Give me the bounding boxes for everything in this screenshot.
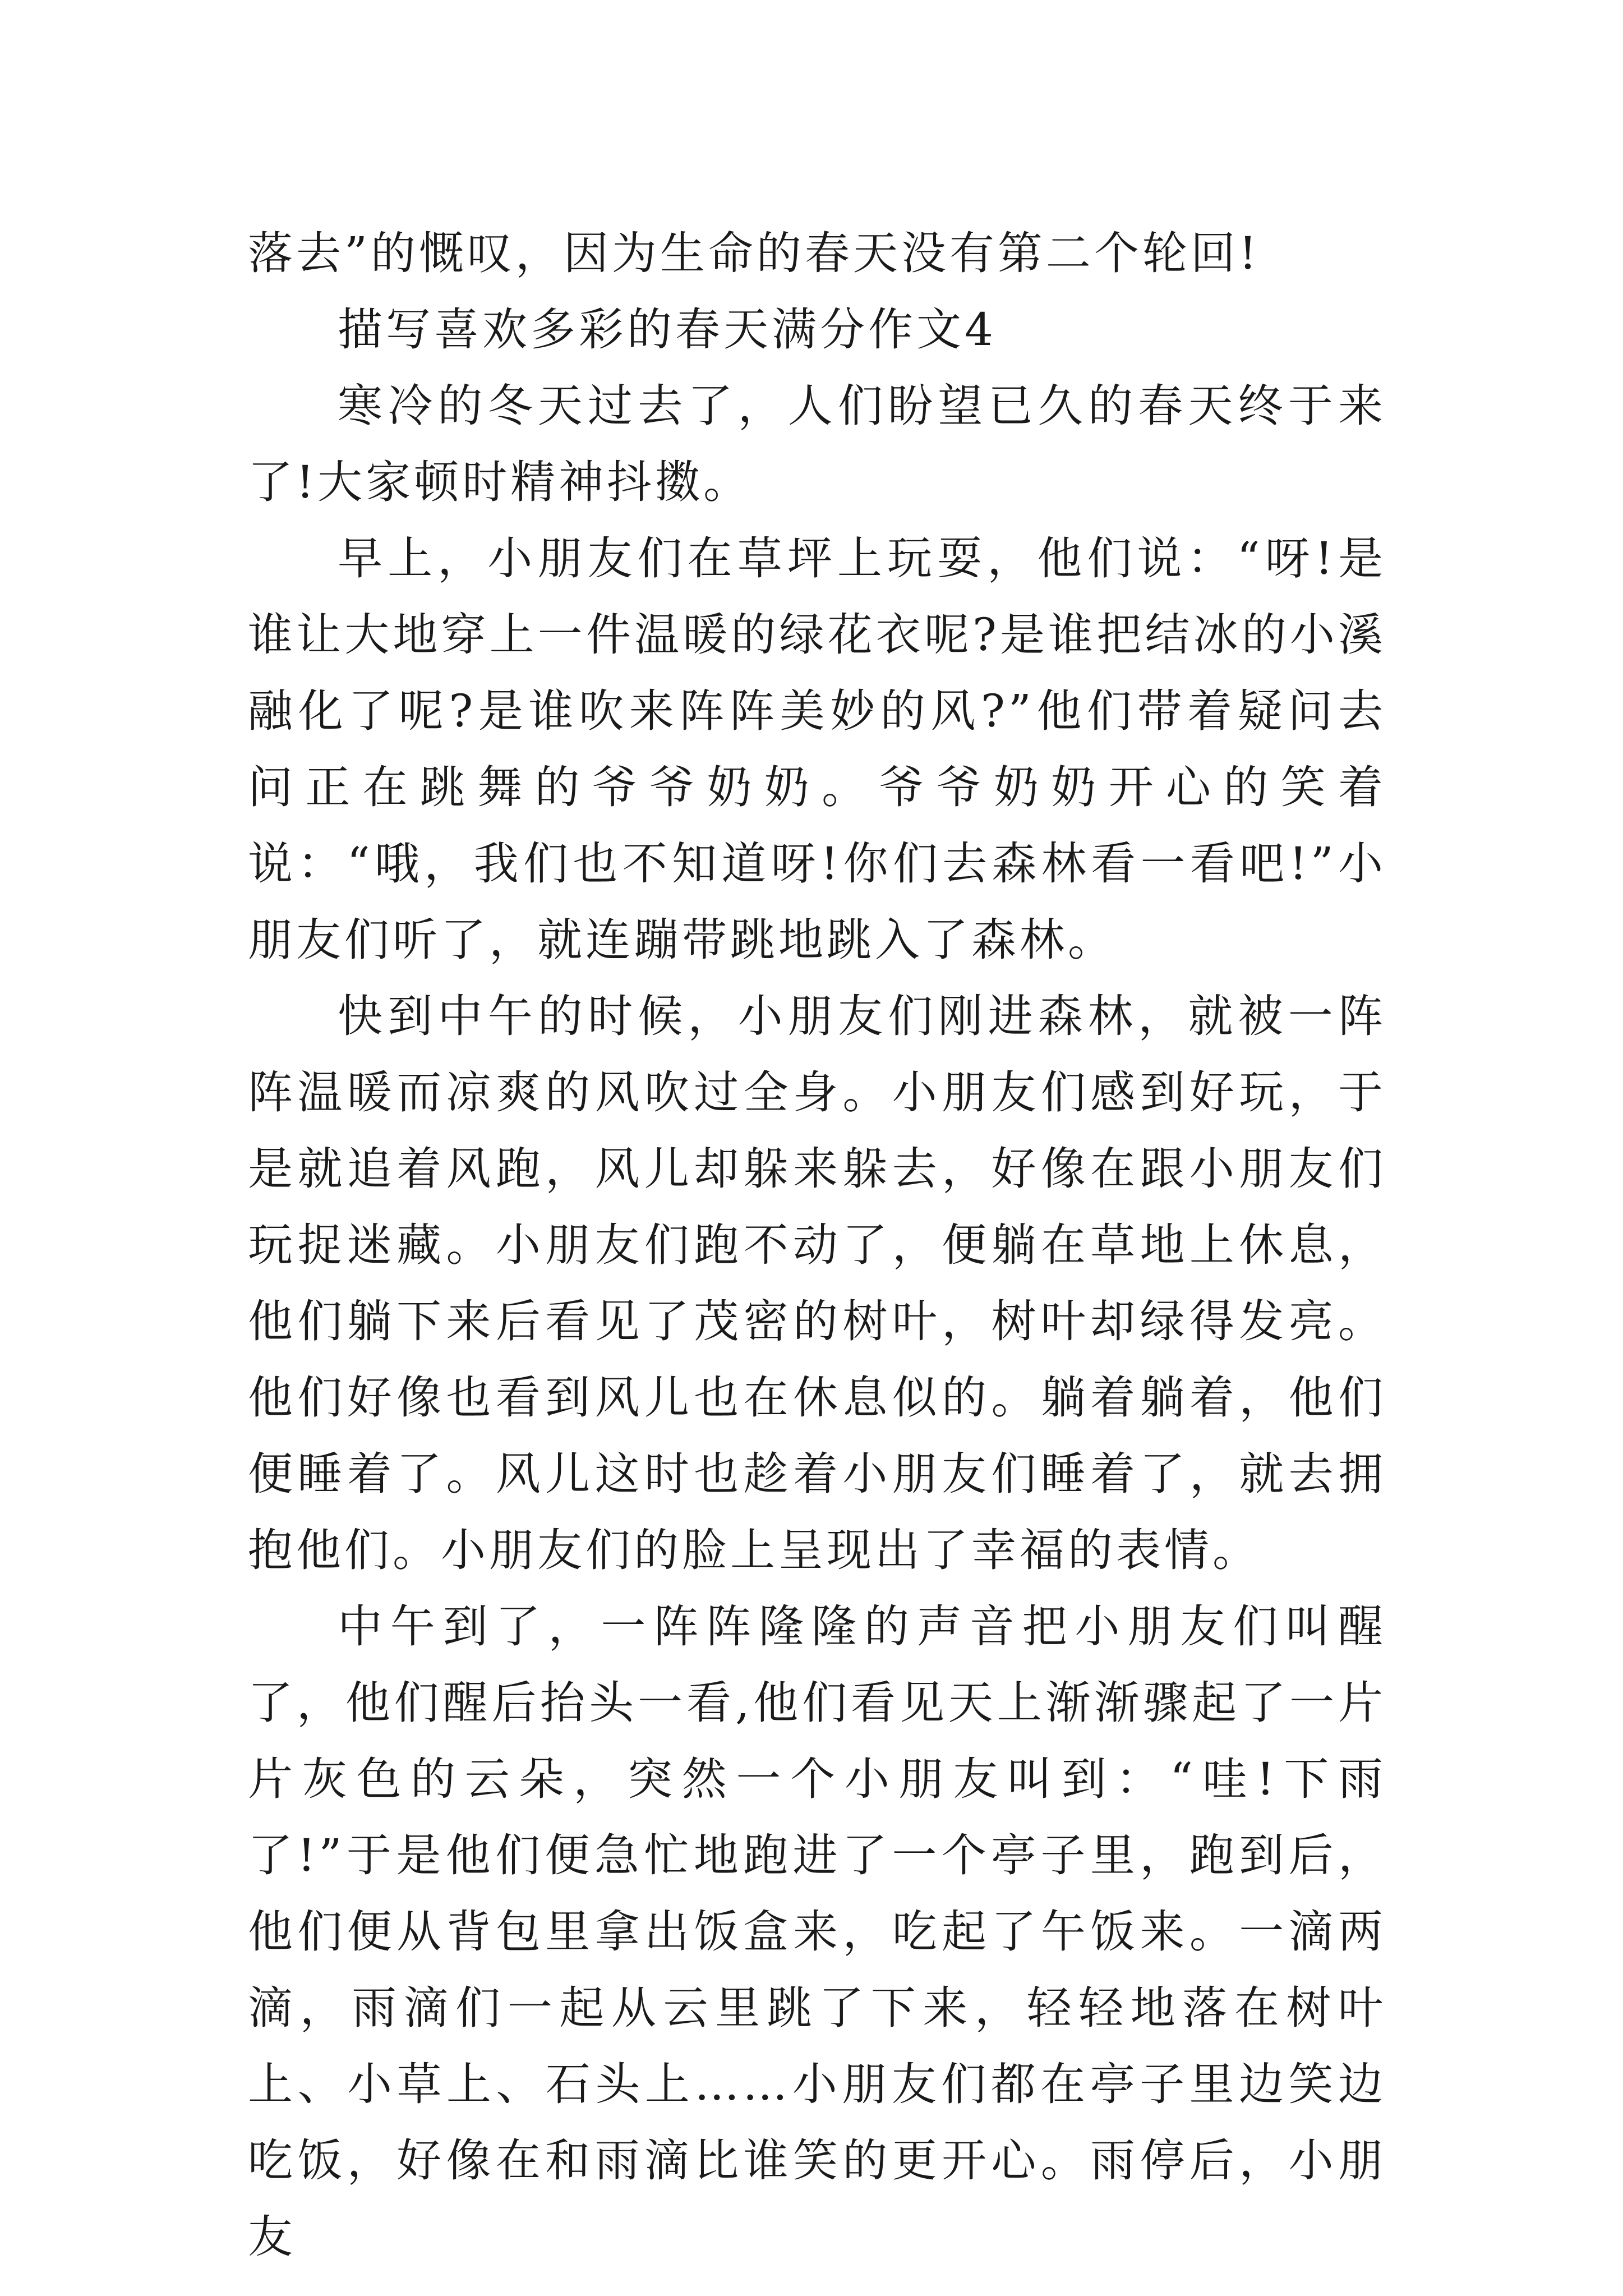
paragraph-4: 中午到了，一阵阵隆隆的声音把小朋友们叫醒了，他们醒后抬头一看,他们看见天上渐渐骤起了一片片灰色的云朵，突然一个小朋友叫到：“哇!下雨了!”于是他们便急忙地跑进了一个亭子里，跑到后，他们便从背包里拿出饭盒来，吃起了午饭来。一滴两滴，雨滴们一起从云里跳了下来，轻轻地落在树叶上、小草上、石头上……小朋友们都在亭子里边笑边吃饭，好像在和雨滴比谁笑的更开心。雨停后，小朋友 bbox=[248, 1600, 1386, 2263]
essay-title: 描写喜欢多彩的春天满分作文4 bbox=[338, 303, 997, 356]
paragraph-2: 早上，小朋友们在草坪上玩耍，他们说：“呀!是谁让大地穿上一件温暖的绿花衣呢?是谁把结冰的小溪融化了呢?是谁吹来阵阵美妙的风?”他们带着疑问去问正在跳舞的爷爷奶奶。爷爷奶奶开心的笑着说：“哦，我们也不知道呀!你们去森林看一看吧!”小朋友们听了，就连蹦带跳地跳入了森林。 bbox=[248, 532, 1386, 966]
essay-text bbox=[248, 215, 1386, 2275]
paragraph-continuation: 落去”的慨叹，因为生命的春天没有第二个轮回! bbox=[248, 227, 1261, 279]
paragraph-1: 寒冷的冬天过去了，人们盼望已久的春天终于来了!大家顿时精神抖擞。 bbox=[248, 380, 1386, 508]
paragraph-3: 快到中午的时候，小朋友们刚进森林，就被一阵阵温暖而凉爽的风吹过全身。小朋友们感到好玩，于是就追着风跑，风儿却躲来躲去，好像在跟小朋友们玩捉迷藏。小朋友们跑不动了，便躺在草地上休息，他们躺下来后看见了茂密的树叶，树叶却绿得发亮。他们好像也看到风儿也在休息似的。躺着躺着，他们便睡着了。风儿这时也趁着小朋友们睡着了，就去拥抱他们。小朋友们的脸上呈现出了幸福的表情。 bbox=[248, 990, 1386, 1576]
